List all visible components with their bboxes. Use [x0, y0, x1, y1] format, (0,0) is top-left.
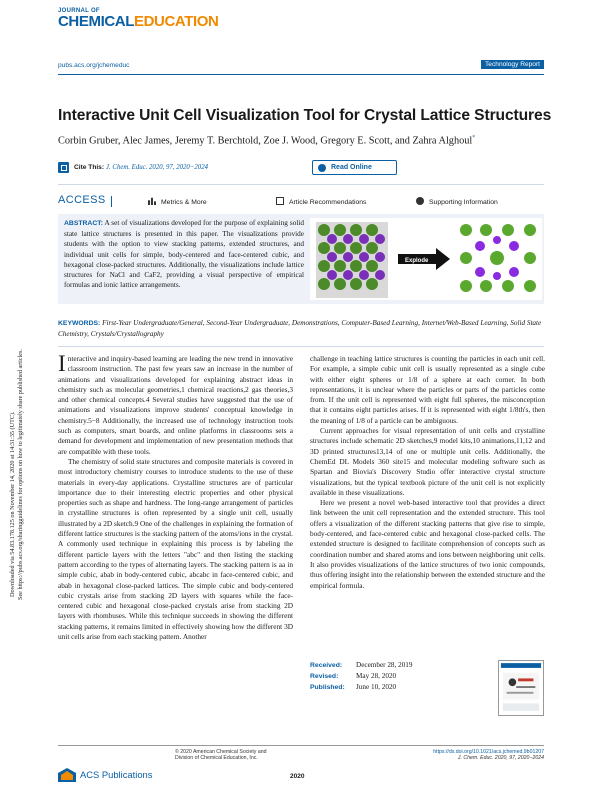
citation-row [58, 160, 544, 176]
cite-icon [58, 162, 69, 173]
paragraph: challenge in teaching lattice structures is counting the particles in each unit cell. For example, a simple cubic unit cell is usually represented as a single cube with either eight spheres or 1/8 of a sphere at each corner. In both representations, it is unclear where the particles or parts of the particles come from. If the unit cell is represented with eight full spheres, the misconception that it contains eight particles arises. If it is represented with eight 1/8th's, then the meaning of 1/8 of a particle can be ambiguous. [310, 354, 545, 425]
doi-block [433, 749, 544, 762]
date-published [310, 682, 460, 693]
date-received [310, 660, 460, 671]
supporting-info-link[interactable] [416, 197, 498, 206]
paragraph-text: nteractive and inquiry-based learning are leading the new trend in innovative classroom instruction. The past few years saw an increase in the number of animations and visualizations developed for explaining abstract ideas in chemistry such as molecular geometries,1 chemical reactions,2 gas theories,3 and other chemical concepts.4 Several studies have suggested that the use of animations and visualizations improve students' conceptual knowledge in chemistry.5−8 Additionally, the increased use of technology instruction tools such as computers, smart boards, and online platforms in classrooms sets a demand for development and implementation of new presentation methods that are compatible with these tools. [58, 354, 293, 456]
copyright [175, 749, 266, 762]
date-revised [310, 671, 460, 682]
published-label: Published: [310, 684, 345, 691]
paragraph: Here we present a novel web-based interactive tool that provides a direct link between the unit cell representation and the extended structure. This tool offers a visualization of the different stacking patterns that give rise to simple, body-centered, and face-centered cubic and hexagonal close-packed cells. The extended structure is designed to facilitate comprehension of concepts such as coordination number and shared atoms and ions between neighboring unit cells. It also provides visualizations of the lattice structures of two ionic compounds, thus offering insight into the relationship between the extended structure and the empirical formula. [310, 498, 545, 590]
received-label: Received: [310, 662, 343, 669]
copyright-line-2: Division of Chemical Education, Inc. [175, 755, 258, 762]
journal-url[interactable]: pubs.acs.org/jchemeduc [58, 62, 130, 69]
doi-link[interactable]: https://dx.doi.org/10.1021/acs.jchemed.9b01207 [433, 749, 544, 755]
download-notice-line-1: Downloaded via 54.83.178.125 on November 14, 2020 at 14:31:35 (UTC). [9, 411, 16, 597]
abstract [64, 218, 304, 290]
document-icon [276, 197, 284, 205]
article-dates [310, 660, 460, 693]
section-badge: Technology Report [481, 60, 544, 69]
body-top-rule [58, 346, 544, 347]
footer-rule [58, 745, 544, 746]
received-value: December 28, 2019 [356, 661, 413, 669]
abstract-text: A set of visualizations developed for the purpose of explaining solid state lattice structures is presented in this paper. The visualizations provide students with the option to view stacking patterns, extended structures, and individual unit cells for simple, body-centered and face-centered cubic, and hexagonal close-packed structures. Additionally, the visualizations include lattice structures for NaCl and CaF2, providing a visual perspective of empirical formulas and ionic lattice arrangements. [64, 219, 304, 290]
info-icon [416, 197, 424, 205]
recommendations-label: Article Recommendations [289, 199, 367, 206]
exploded-lattice-image [458, 222, 538, 298]
journal-of-label: JOURNAL OF [58, 8, 100, 14]
body-column-left [58, 351, 293, 642]
paragraph [58, 351, 293, 457]
paragraph: Current approaches for visual representation of unit cells and crystalline structures include schematic 2D sketches,9 model kits,10 animations,11,12 and 3D printed structures13,14 of one or multiple unit cells. Additionally, the ChemEd DL Models 360 site15 and molecular modeling software such as Spartan and Biovia's Discovery Studio offer interactive crystal structure visualizations, but the typical textbook picture of the unit cell is not explicitly available in these visualizations. [310, 426, 545, 497]
abstract-heading: ABSTRACT: [64, 220, 103, 227]
dropcap: I [58, 351, 66, 376]
keywords [58, 318, 544, 339]
published-value: June 10, 2020 [356, 683, 397, 691]
publisher-name[interactable]: ACS Publications [80, 769, 153, 780]
access-bar [58, 192, 544, 210]
revised-label: Revised: [310, 673, 339, 680]
access-top-rule [58, 184, 544, 185]
page-number: 2020 [290, 773, 305, 780]
lattice-cube-image [316, 222, 388, 298]
acs-logo-icon [58, 768, 76, 782]
journal-logo[interactable] [58, 8, 218, 38]
body-column-right [310, 354, 545, 591]
abstract-box [58, 214, 544, 304]
supporting-info-label: Supporting Information [429, 199, 498, 206]
header-rule [58, 74, 544, 75]
journal-name-education: EDUCATION [133, 13, 219, 30]
journal-name-chemical: CHEMICAL [58, 13, 134, 30]
paragraph: The chemistry of solid state structures and composite materials is covered in most introductory chemistry courses to introduce students to the use of these materials in every-day applications. Crystalline structures are of particular importance due to their interesting electric properties and other physical properties such as shape and hardness. The long-range arrangement of particles in crystalline structures is often represented by a single unit cell, usually illustrated by a 2D sketch.9 One of the challenges in explaining the formation of different lattice structures is the stacking pattern of the atoms/ions in the crystal. A commonly used technique in explaining this process is by labeling the different particle layers with the letters "abc" and then listing the stacking pattern according to the types of alternating layers. The stacking pattern is aa in simple cubic, abab in body-centered cubic, abcabc in face-centered cubic, and abab in hexagonal close-packed lattices. The simple cubic and body-centered cubic crystals arise from stacking 2D layers with squares while the face-centered cubic and hexagonal close-packed crystals arise from stacking 2D layers with rhombuses. While this technique succeeds in showing the different stacking patterns, it remains limited in effectively showing how the different 3D unit cells arise from each stacking pattern. Another [58, 456, 293, 642]
journal-cover-thumbnail[interactable] [498, 660, 544, 716]
authors-text: Corbin Gruber, Alec James, Jeremy T. Berchtold, Zoe J. Wood, Gregory E. Scott, and Zahra Alghoul [58, 135, 473, 147]
read-online-label: Read Online [331, 164, 372, 171]
cite-label: Cite This: [74, 164, 105, 171]
download-notice [2, 212, 42, 602]
copyright-line-1: © 2020 American Chemical Society and [175, 749, 267, 755]
citation-link[interactable]: J. Chem. Educ. 2020, 97, 2020−2024 [106, 164, 208, 171]
journal-name [58, 14, 218, 30]
recommendations-link[interactable] [276, 197, 366, 206]
keywords-text: First-Year Undergraduate/General, Second-Year Undergraduate, Demonstrations, Computer-Based Learning, Internet/Web-Based Learning, Solid State Chemistry, Crystals/Crystallography [58, 319, 542, 338]
download-notice-line-2: See https://pubs.acs.org/sharingguidelines for options on how to legitimately share published articles. [17, 349, 24, 600]
author-list [58, 135, 475, 146]
revised-value: May 28, 2020 [356, 672, 397, 680]
bar-chart-icon [148, 197, 156, 205]
article-title: Interactive Unit Cell Visualization Tool for Crystal Lattice Structures [58, 107, 552, 124]
access-label: ACCESS [58, 194, 106, 206]
metrics-label: Metrics & More [161, 199, 207, 206]
explode-label: Explode [405, 258, 429, 264]
corresponding-author-mark[interactable]: * [472, 135, 476, 141]
metrics-link[interactable] [148, 197, 207, 206]
keywords-heading: KEYWORDS: [58, 320, 101, 327]
footer-citation: J. Chem. Educ. 2020, 97, 2020−2024 [457, 755, 544, 762]
globe-icon [318, 164, 326, 172]
read-online-button[interactable] [312, 160, 397, 175]
toc-graphic [310, 218, 542, 300]
